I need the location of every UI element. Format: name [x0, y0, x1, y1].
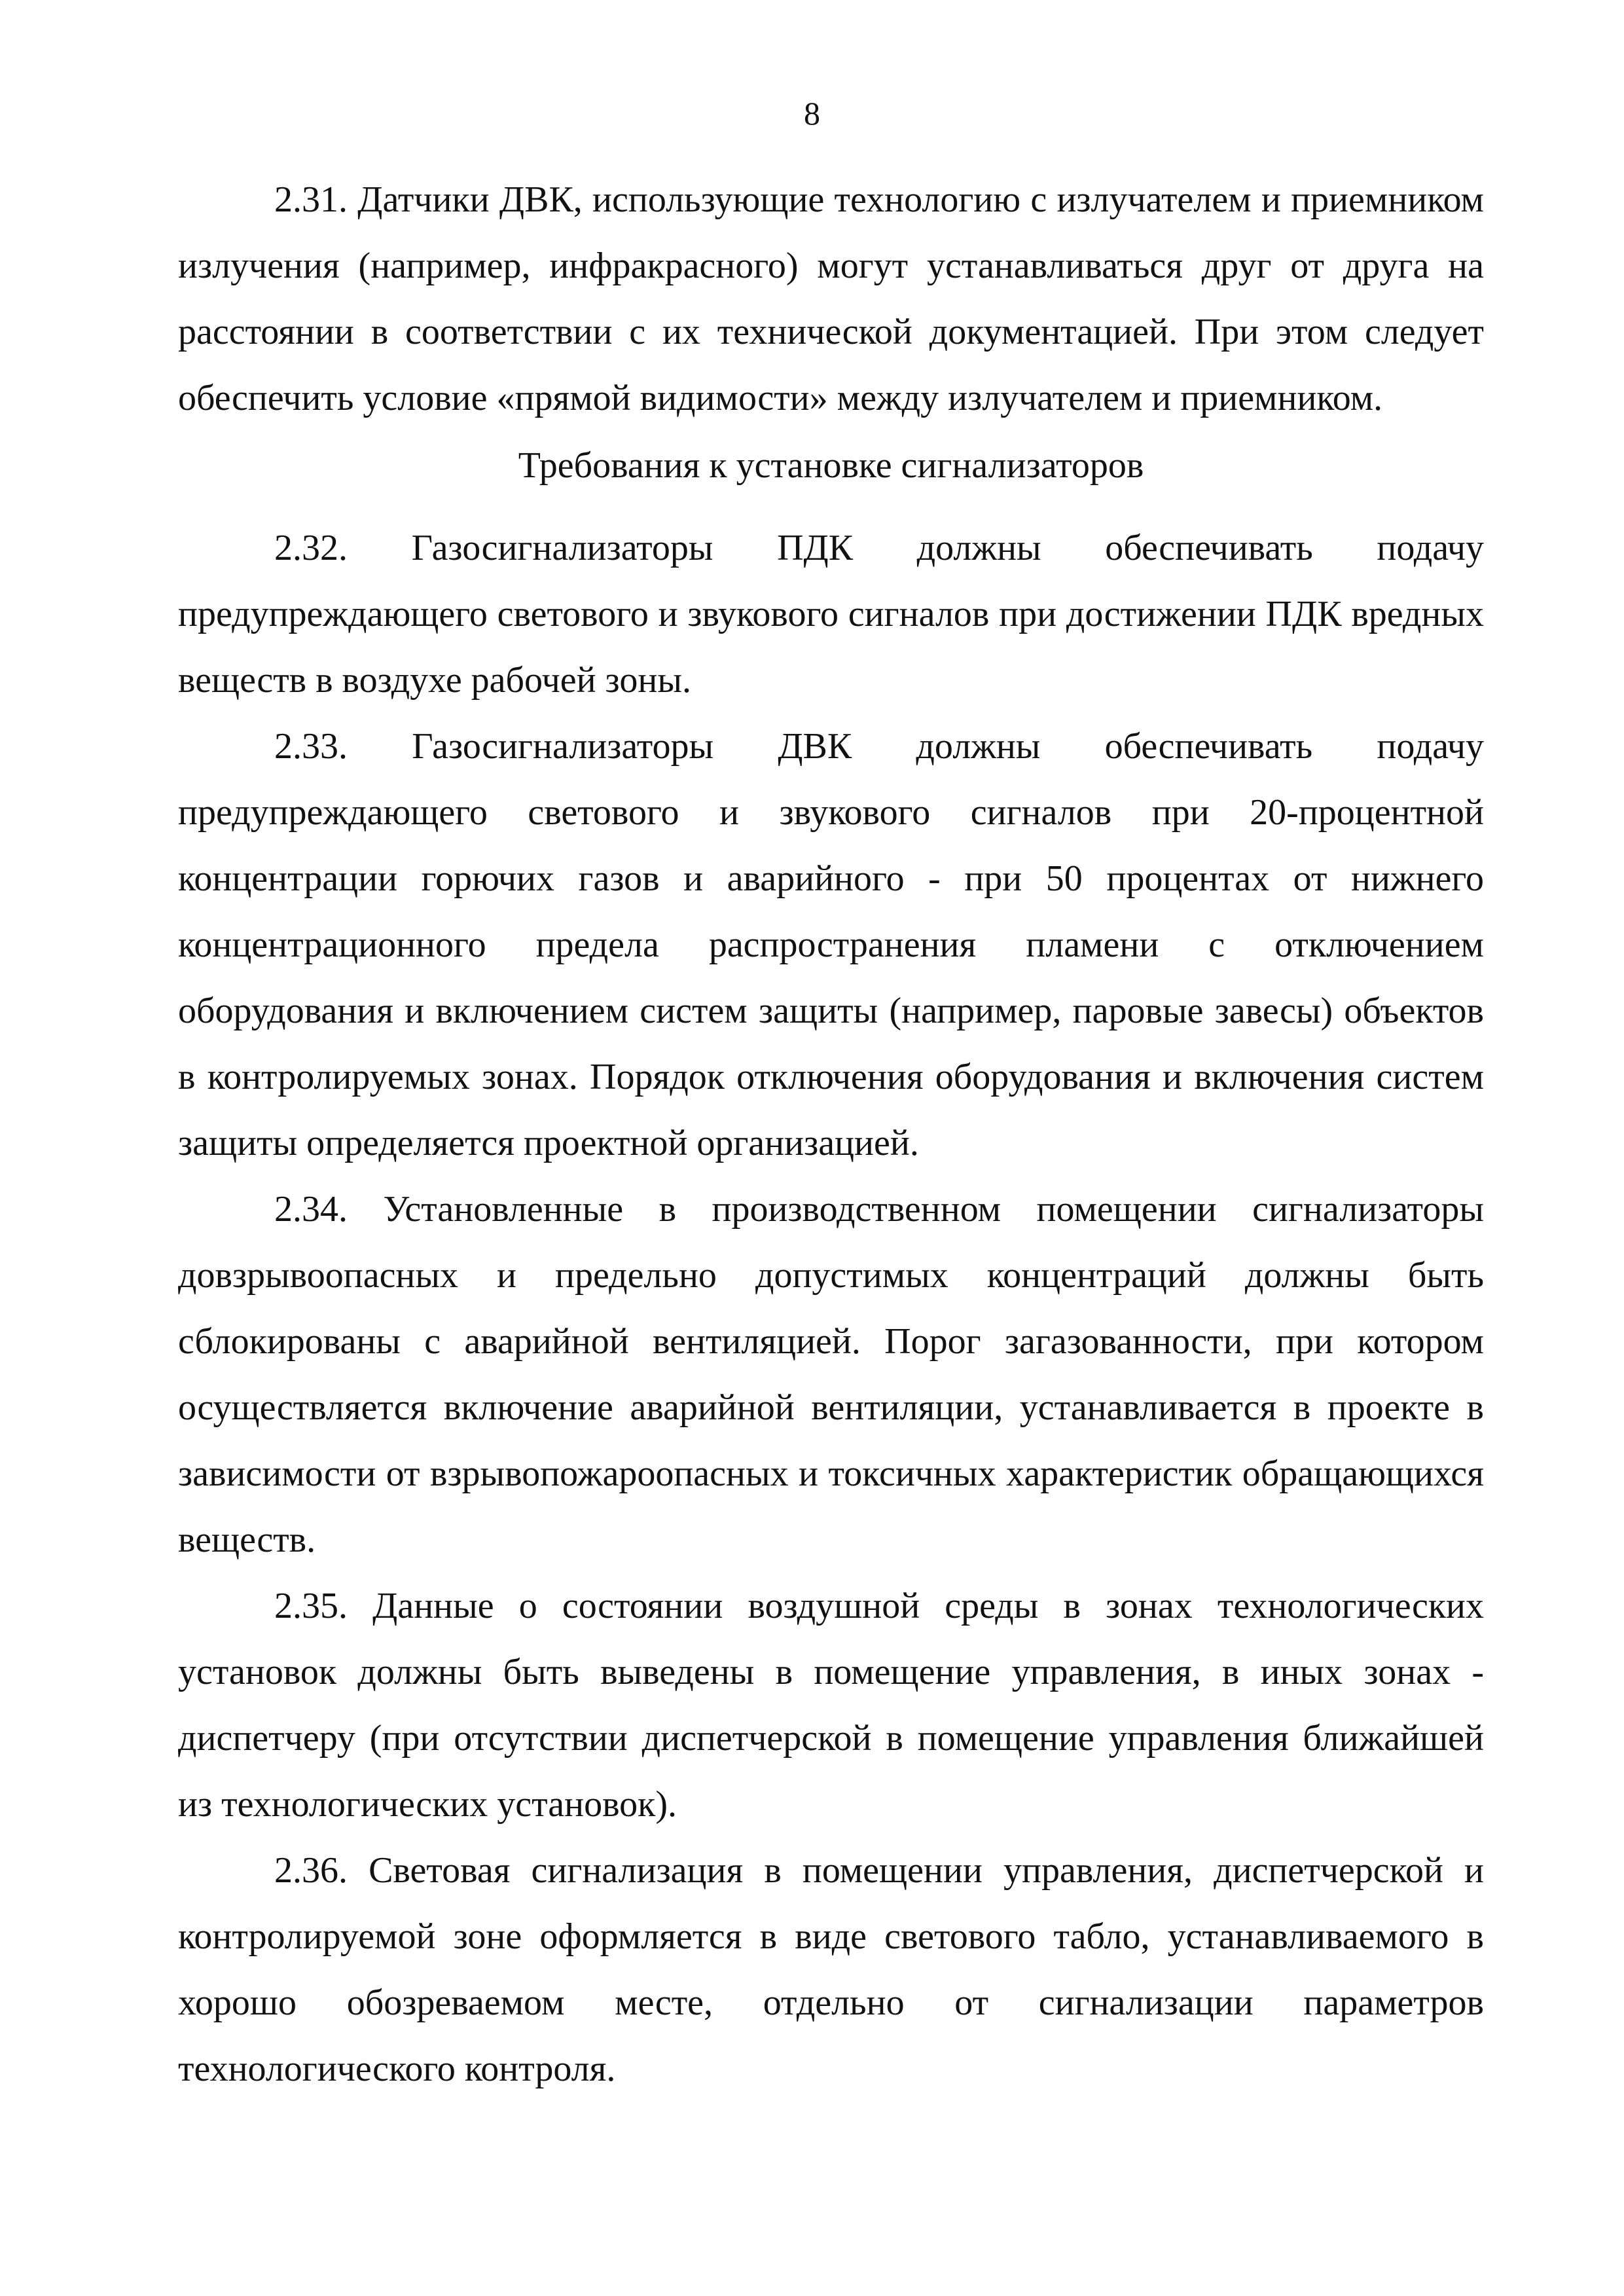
section-heading: Требования к установке сигнализаторов [518, 445, 1144, 486]
page-number: 8 [804, 95, 820, 132]
paragraph-2-35: 2.35. Данные о состоянии воздушной среды в зонах технологических установок должны быть выведены в помещение управления, в иных зонах - диспетчеру (при отсутствии диспетчерской в помещение управления ближайшей из технологических установок). [178, 1586, 1484, 1825]
document-body [178, 167, 1484, 2102]
paragraph-2-31: 2.31. Датчики ДВК, использующие технологию с излучателем и приемником излучения (например, инфракрасного) могут устанавливаться друг от друга на расстоянии в соответствии с их технической документацией. При этом следует обеспечить условие «прямой видимости» между излучателем и приемником. [178, 179, 1484, 418]
paragraph-2-34: 2.34. Установленные в производственном помещении сигнализаторы довзрывоопасных и предельно допустимых концентраций должны быть сблокированы с аварийной вентиляцией. Порог загазованности, при котором осуществляется включение аварийной вентиляции, устанавливается в проекте в зависимости от взрывопожароопасных и токсичных характеристик обращающихся веществ. [178, 1189, 1484, 1560]
paragraph-2-32: 2.32. Газосигнализаторы ПДК должны обеспечивать подачу предупреждающего светового и звукового сигналов при достижении ПДК вредных веществ в воздухе рабочей зоны. [178, 528, 1484, 701]
paragraph-2-36: 2.36. Световая сигнализация в помещении управления, диспетчерской и контролируемой зоне оформляется в виде светового табло, устанавливаемого в хорошо обозреваемом месте, отдельно от сигнализации параметров технологического контроля. [178, 1850, 1484, 2089]
paragraph-2-33: 2.33. Газосигнализаторы ДВК должны обеспечивать подачу предупреждающего светового и звукового сигналов при 20-процентной концентрации горючих газов и аварийного - при 50 процентах от нижнего концентрационного предела распространения пламени с отключением оборудования и включением систем защиты (например, паровые завесы) объектов в контролируемых зонах. Порядок отключения оборудования и включения систем защиты определяется проектной организацией. [178, 726, 1484, 1163]
